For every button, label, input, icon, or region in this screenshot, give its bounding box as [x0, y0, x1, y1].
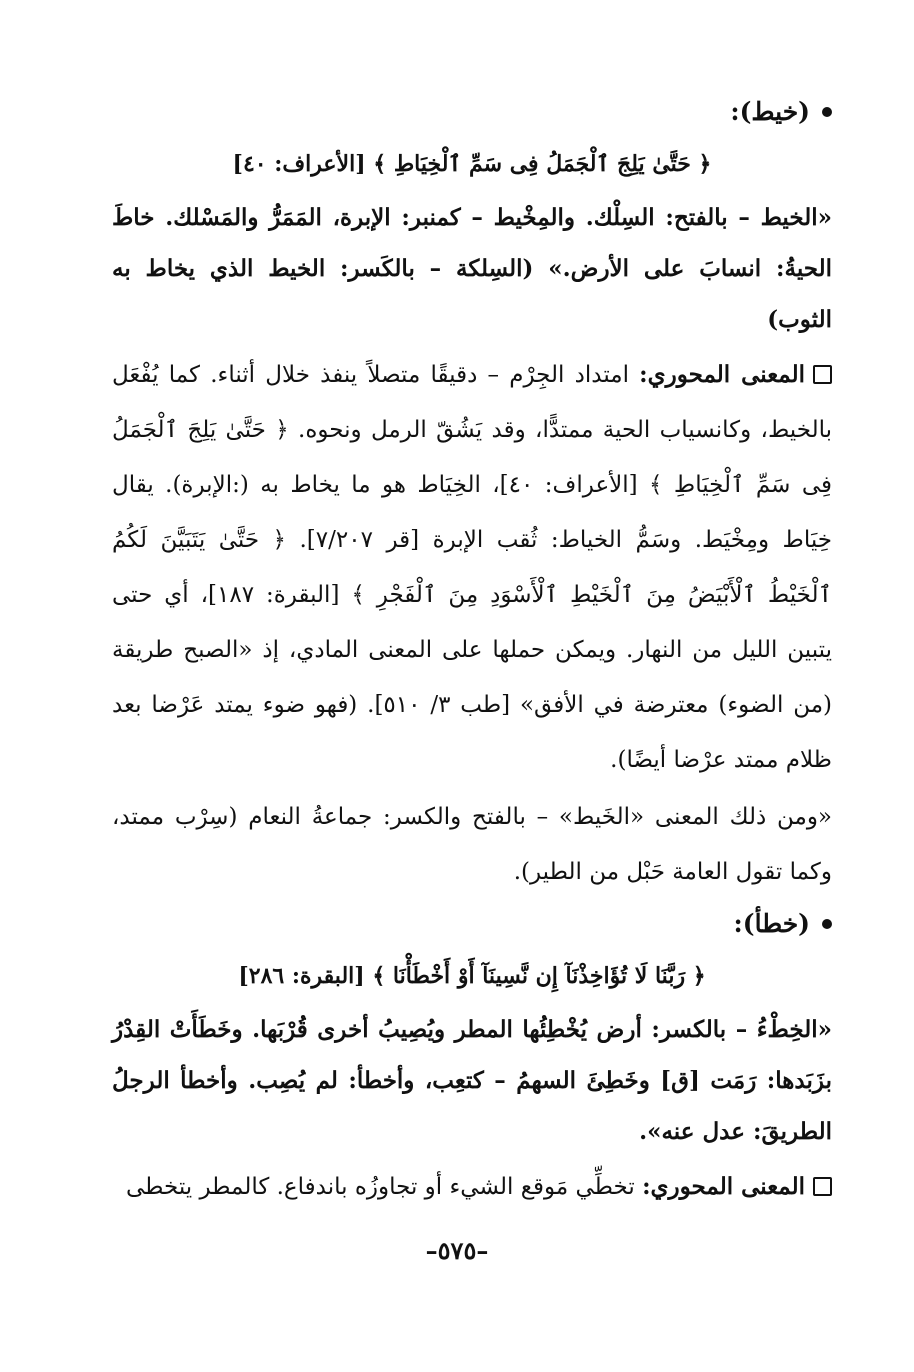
- entry-heading-text: (خيط):: [730, 97, 810, 126]
- entry-heading-khayt: [112, 90, 832, 134]
- book-page: [112, 90, 832, 1217]
- core-meaning-paragraph: [112, 1159, 832, 1215]
- quran-verse: ﴿ حَتَّىٰ يَلِجَ ٱلْجَمَلُ فِى سَمِّ ٱلْخِيَاطِ ﴾ [الأعراف: ٤٠]: [232, 151, 712, 177]
- additional-meaning-paragraph: «ومن ذلك المعنى «الخَيط» – بالفتح والكسر: جماعةُ النعام (سِرْب ممتد، وكما تقول العامة حَبْل من الطير).: [112, 804, 832, 885]
- checkbox-square-icon: [813, 365, 832, 384]
- entry-heading-text: (خطأ):: [733, 909, 810, 938]
- core-meaning-label: المعنى المحوري:: [639, 361, 805, 388]
- dictionary-definition: «الخيط – بالفتح: السِلْك. والمِخْيط – كمنبر: الإبرة، المَمَرُّ والمَسْلك. خاطَ الحيةُ: انسابَ على الأرض.» (السِلكة – بالكَسر: الخيط الذي يخاط به الثوب): [112, 204, 832, 333]
- bullet-icon: [822, 919, 832, 929]
- core-meaning-text: امتداد الجِرْم – دقيقًا متصلاً ينفذ خلال أثناء. كما يُفْعَل بالخيط، وكانسياب الحية ممتدًّا، وقد يَشُقّ الرمل ونحوه. ﴿ حَتَّىٰ يَلِجَ ٱلْجَمَلُ فِى سَمِّ ٱلْخِيَاطِ ﴾ [الأعراف: ٤٠]، الخِيَاط هو ما يخاط به (:الإبرة). يقال خِيَاط ومِخْيَط. وسَمُّ الخياط: ثُقب الإبرة [قر ٧/٢٠٧]. ﴿ حَتَّىٰ يَتَبَيَّنَ لَكُمُ ٱلْخَيْطُ ٱلْأَبْيَضُ مِنَ ٱلْخَيْطِ ٱلْأَسْوَدِ مِنَ ٱلْفَجْرِ ﴾ [البقرة: ١٨٧]، أي حتى يتبين الليل من النهار. ويمكن حملها على المعنى المادي، إذ «الصبح طريقة (من الضوء) معترضة في الأفق» [طب ٣/ ٥١٠]. (فهو ضوء يمتد عَرْضا بعد ظلام ممتد عرْضا أيضًا).: [112, 362, 833, 773]
- core-meaning-paragraph: [112, 347, 832, 788]
- entry-heading-khata: [112, 902, 832, 946]
- page-number: –٥٧٥–: [425, 1236, 489, 1265]
- core-meaning-label: المعنى المحوري:: [642, 1173, 805, 1200]
- bullet-icon: [822, 107, 832, 117]
- quran-verse: ﴿ رَبَّنَا لَا تُؤَاخِذْنَآ إِن نَّسِينَآ أَوْ أَخْطَأْنَا ﴾ [البقرة: ٢٨٦]: [238, 963, 706, 989]
- core-meaning-text: تخطِّي مَوقع الشيء أو تجاوزُه باندفاع. كالمطر يتخطى: [125, 1174, 635, 1200]
- dictionary-definition: «الخِطْءُ – بالكسر: أرض يُخْطِئُها المطر ويُصِيبُ أخرى قُرْبَها. وخَطَأَتْ القِدْرُ بزَبَدها: رَمَت [ق] وخَطِئَ السهمُ – كتعِب، وأخطأ: لم يُصِب. وأخطأ الرجلُ الطريقَ: عدل عنه».: [112, 1016, 832, 1145]
- checkbox-square-icon: [813, 1177, 832, 1196]
